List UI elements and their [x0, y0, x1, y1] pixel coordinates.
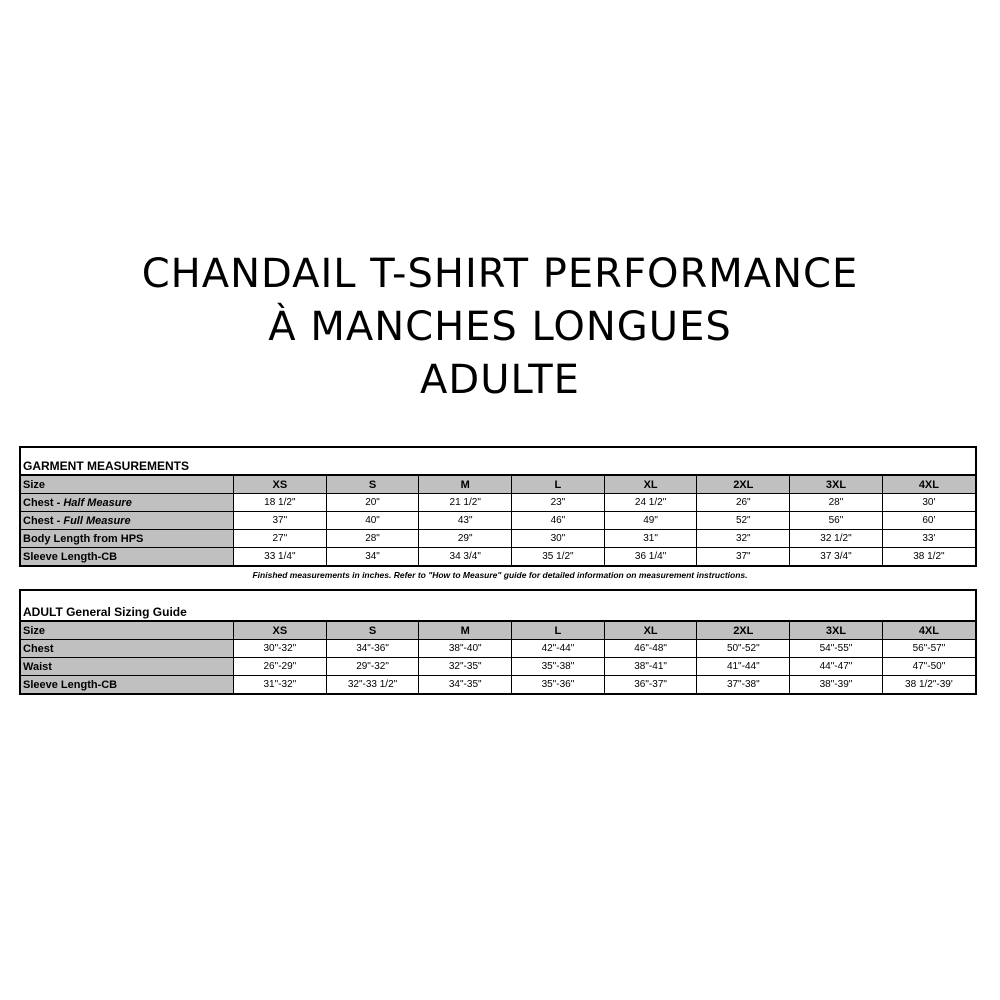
title-line-2: À MANCHES LONGUES	[268, 304, 732, 350]
table-cell: 28"	[326, 530, 419, 548]
table-cell: 44"-47"	[790, 658, 883, 676]
row-label-text: Body Length from HPS	[23, 532, 144, 545]
general-sizing-table	[19, 589, 977, 695]
table-cell: 36"-37"	[604, 676, 697, 694]
table-cell: 35 1/2"	[512, 548, 605, 566]
table-row	[21, 548, 975, 566]
garment-measurements-table	[19, 446, 977, 567]
table-cell: 24 1/2"	[604, 494, 697, 512]
row-label	[21, 548, 234, 566]
table-cell: 49"	[604, 512, 697, 530]
title-line-3: ADULTE	[420, 357, 580, 403]
header-label: Size	[21, 622, 234, 640]
size-header: XL	[604, 476, 697, 494]
table-cell: 35"-38"	[512, 658, 605, 676]
table-cell: 30'	[882, 494, 975, 512]
measurement-note: Finished measurements in inches. Refer to "How to Measure" guide for detailed information on measurement instructions.	[252, 570, 748, 580]
row-label	[21, 676, 234, 694]
table-cell: 60'	[882, 512, 975, 530]
table-row	[21, 494, 975, 512]
table-cell: 29"-32"	[326, 658, 419, 676]
size-header: 2XL	[697, 476, 790, 494]
table-cell: 56"	[790, 512, 883, 530]
table-cell: 34"-35"	[419, 676, 512, 694]
size-header: M	[419, 622, 512, 640]
table-cell: 34 3/4"	[419, 548, 512, 566]
row-label	[21, 640, 234, 658]
table-cell: 30"	[512, 530, 605, 548]
page-title	[0, 248, 1000, 407]
row-label-emphasis: Full Measure	[63, 514, 131, 527]
table-cell: 46"	[512, 512, 605, 530]
size-header: 2XL	[697, 622, 790, 640]
table-cell: 38"-39"	[790, 676, 883, 694]
table-cell: 37"-38"	[697, 676, 790, 694]
row-label-text: Sleeve Length-CB	[23, 678, 118, 691]
table-cell: 34"	[326, 548, 419, 566]
table-cell: 26"-29"	[234, 658, 327, 676]
table-row	[21, 676, 975, 694]
table-row	[21, 512, 975, 530]
table-row	[21, 658, 975, 676]
table-row	[21, 530, 975, 548]
table-cell: 47"-50"	[882, 658, 975, 676]
size-header: S	[326, 476, 419, 494]
row-label-text: Chest -	[23, 514, 64, 527]
row-label-text: Waist	[23, 660, 52, 673]
table-cell: 35"-36"	[512, 676, 605, 694]
size-header: M	[419, 476, 512, 494]
table-cell: 31"-32"	[234, 676, 327, 694]
row-label	[21, 658, 234, 676]
table-cell: 33 1/4"	[234, 548, 327, 566]
table-cell: 36 1/4"	[604, 548, 697, 566]
table-cell: 37"	[234, 512, 327, 530]
row-label-emphasis: Half Measure	[63, 496, 132, 509]
table-cell: 38"-41"	[604, 658, 697, 676]
size-header: 4XL	[882, 622, 975, 640]
table-cell: 46"-48"	[604, 640, 697, 658]
table-cell: 28"	[790, 494, 883, 512]
table-caption: ADULT General Sizing Guide	[21, 591, 975, 622]
table-cell: 42"-44"	[512, 640, 605, 658]
table-cell: 32"-33 1/2"	[326, 676, 419, 694]
table-cell: 37 3/4"	[790, 548, 883, 566]
table-cell: 37"	[697, 548, 790, 566]
row-label-text: Chest	[23, 642, 54, 655]
table-cell: 27"	[234, 530, 327, 548]
table-cell: 38 1/2"	[882, 548, 975, 566]
table-cell: 31"	[604, 530, 697, 548]
header-row	[21, 622, 975, 640]
title-line-1: CHANDAIL T-SHIRT PERFORMANCE	[141, 251, 859, 297]
size-header: XS	[234, 622, 327, 640]
table-cell: 32"-35"	[419, 658, 512, 676]
table-caption: GARMENT MEASUREMENTS	[21, 448, 975, 476]
row-label	[21, 512, 234, 530]
row-label-text: Sleeve Length-CB	[23, 550, 118, 563]
table-cell: 33'	[882, 530, 975, 548]
table-cell: 41"-44"	[697, 658, 790, 676]
size-header: L	[512, 622, 605, 640]
size-header: L	[512, 476, 605, 494]
table-cell: 52"	[697, 512, 790, 530]
size-header: XL	[604, 622, 697, 640]
table-cell: 23"	[512, 494, 605, 512]
table-cell: 38 1/2"-39'	[882, 676, 975, 694]
row-label	[21, 530, 234, 548]
table-cell: 50"-52"	[697, 640, 790, 658]
table-row	[21, 640, 975, 658]
table-cell: 21 1/2"	[419, 494, 512, 512]
header-label: Size	[21, 476, 234, 494]
header-row	[21, 476, 975, 494]
table-cell: 32 1/2"	[790, 530, 883, 548]
table-cell: 26"	[697, 494, 790, 512]
row-label	[21, 494, 234, 512]
table-cell: 56"-57"	[882, 640, 975, 658]
table-cell: 34"-36"	[326, 640, 419, 658]
table-cell: 20"	[326, 494, 419, 512]
size-header: 3XL	[790, 622, 883, 640]
row-label-text: Chest -	[23, 496, 64, 509]
size-header: XS	[234, 476, 327, 494]
table-cell: 32"	[697, 530, 790, 548]
table-cell: 43"	[419, 512, 512, 530]
size-header: 4XL	[882, 476, 975, 494]
size-header: 3XL	[790, 476, 883, 494]
table-cell: 38"-40"	[419, 640, 512, 658]
table-cell: 40"	[326, 512, 419, 530]
table-cell: 18 1/2"	[234, 494, 327, 512]
size-header: S	[326, 622, 419, 640]
table-cell: 54"-55"	[790, 640, 883, 658]
table-cell: 29"	[419, 530, 512, 548]
table-cell: 30"-32"	[234, 640, 327, 658]
